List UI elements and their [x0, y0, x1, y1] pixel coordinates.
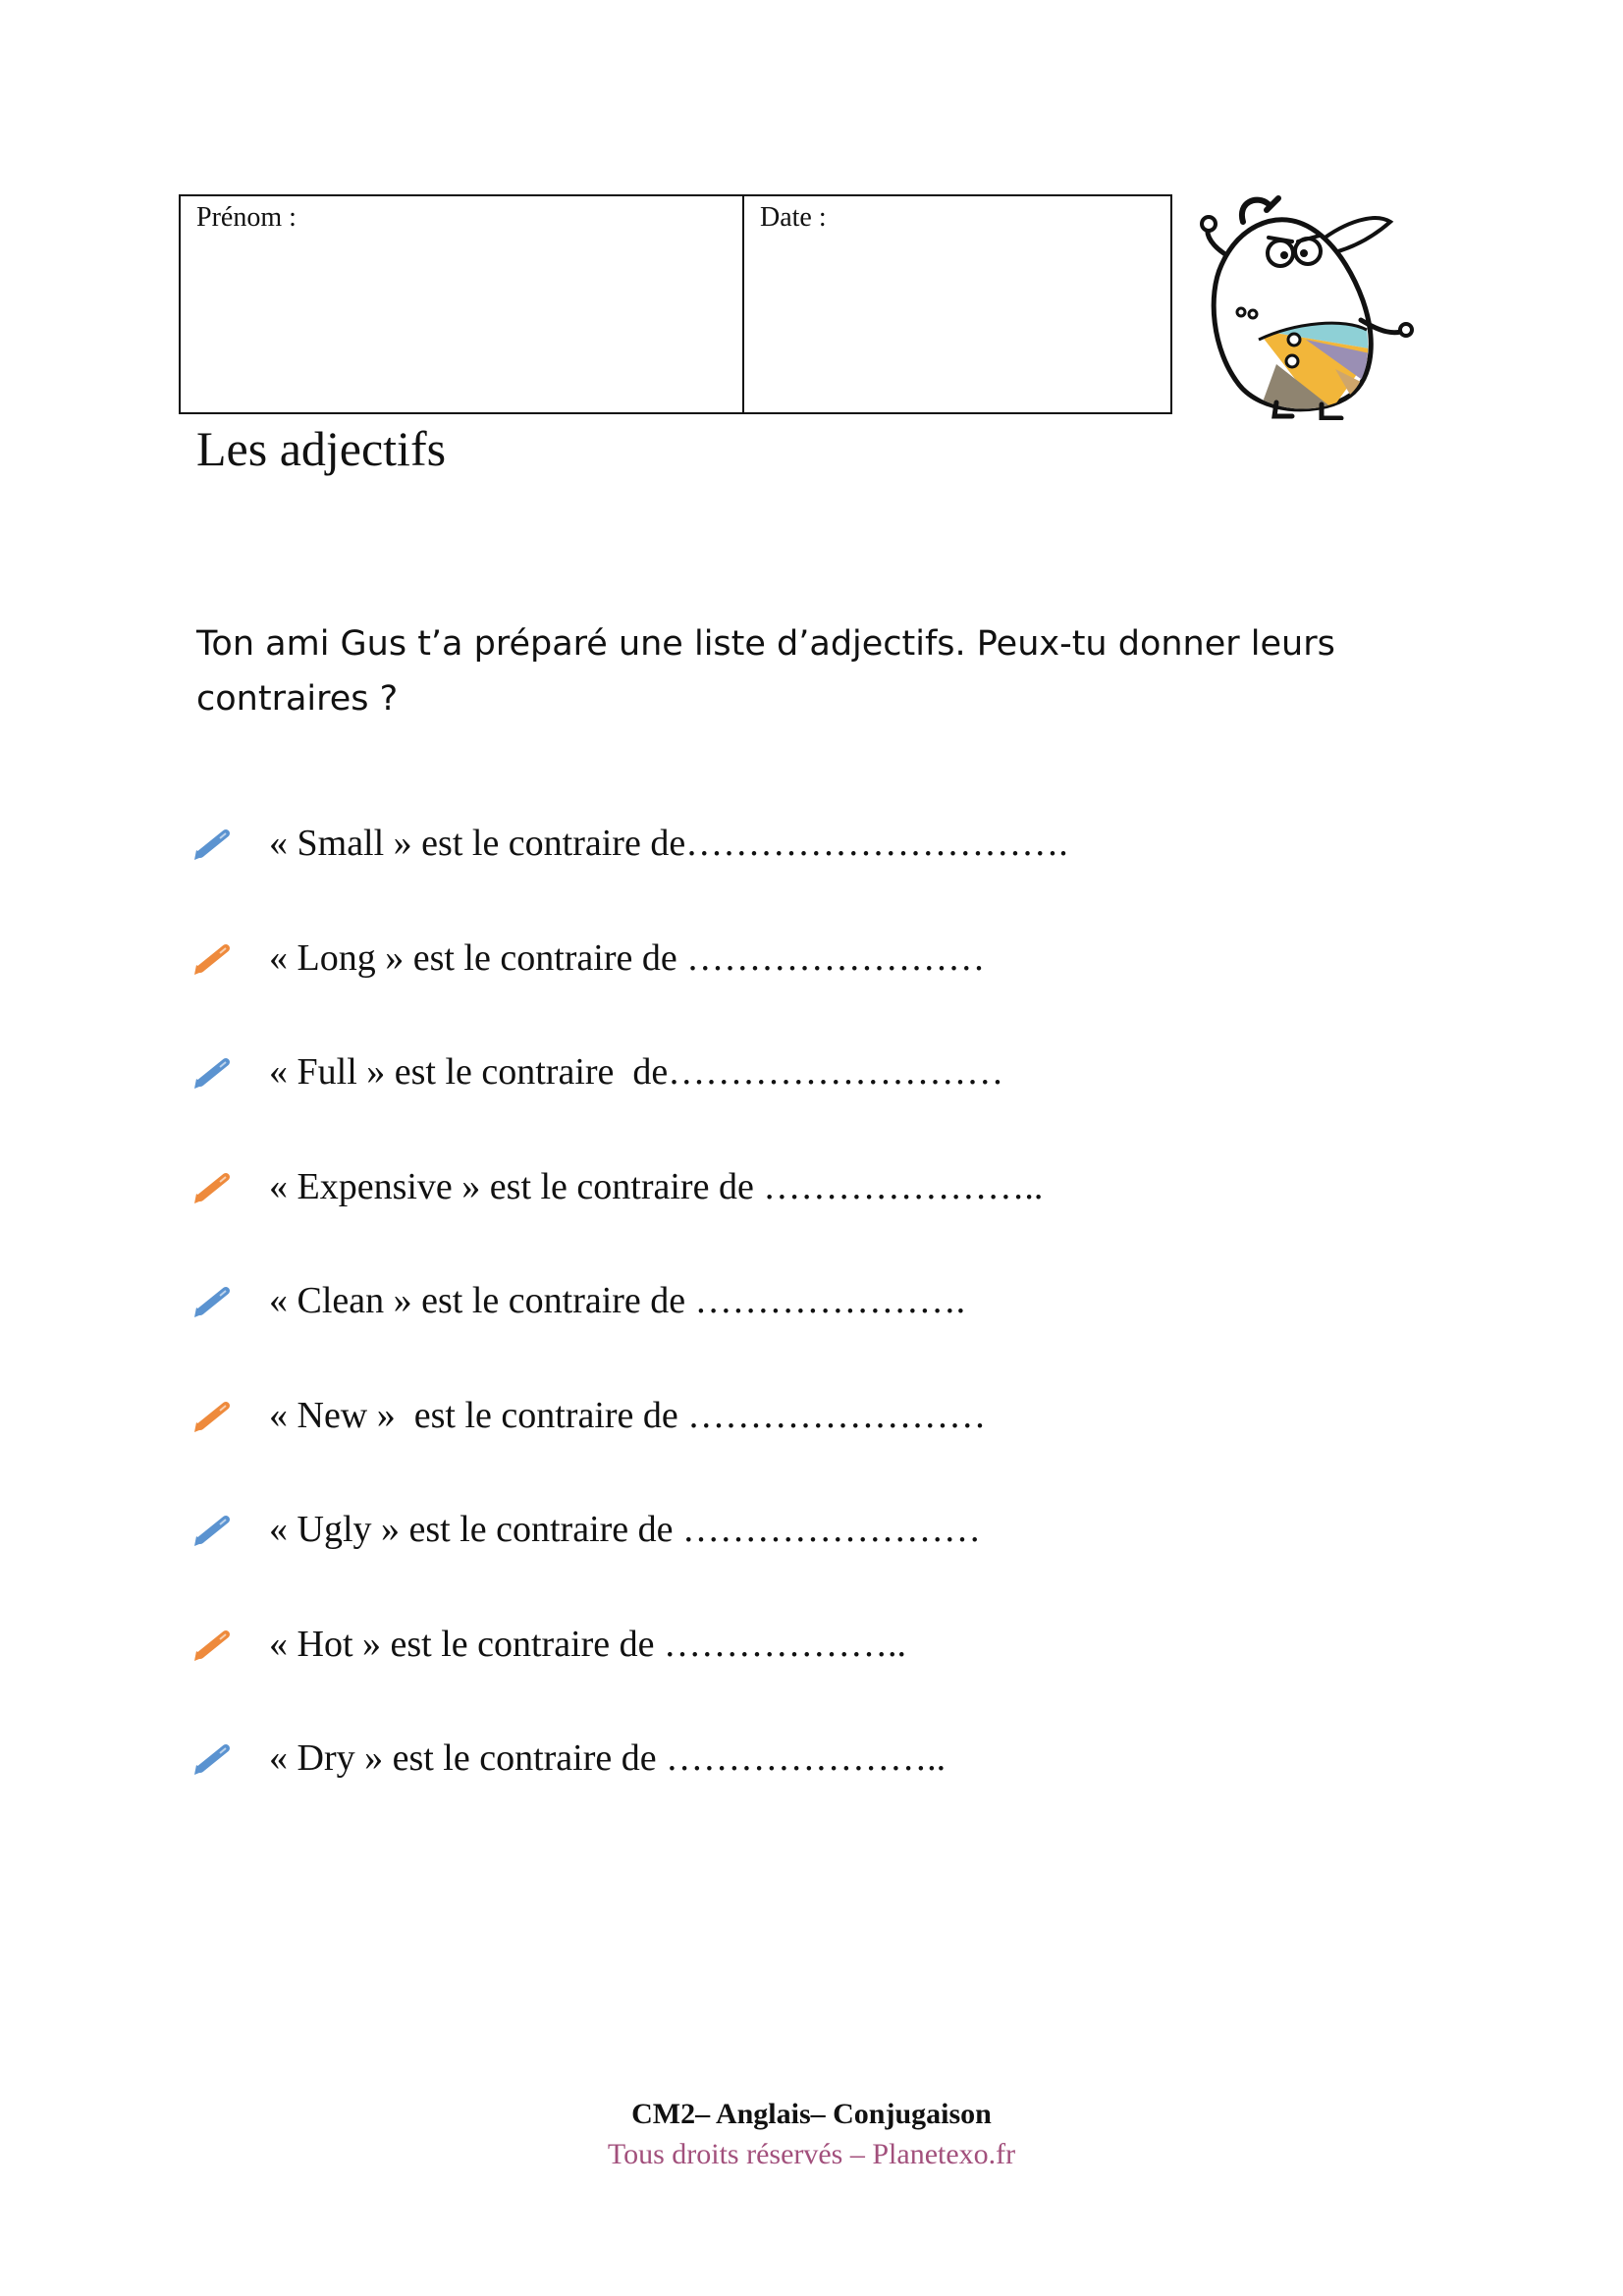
pencil-shape — [194, 1291, 226, 1317]
pencil-icon — [190, 1397, 234, 1434]
exercise-item[interactable] — [190, 1391, 1467, 1506]
exercise-item-text: « Long » est le contraire de …………………… — [269, 936, 986, 979]
exercise-item[interactable] — [190, 1505, 1467, 1620]
name-label: Prénom : — [196, 202, 297, 233]
exercise-item-text: « Ugly » est le contraire de …………………… — [269, 1509, 982, 1550]
pencil-icon — [190, 1511, 234, 1548]
pencil-icon — [190, 1626, 234, 1663]
instructions-text: Ton ami Gus t’a préparé une liste d’adjectifs. Peux-tu donner leurs contraires ? — [196, 624, 1335, 719]
date-label: Date : — [760, 202, 827, 233]
exercise-item[interactable] — [190, 819, 1467, 934]
pencil-icon — [190, 939, 234, 977]
page-title: Les adjectifs — [196, 421, 447, 476]
pencil-icon — [190, 1739, 234, 1777]
exercise-item-text: « Expensive » est le contraire de ………………….. — [269, 1165, 1044, 1207]
exercise-item[interactable] — [190, 1047, 1467, 1162]
exercise-item-text: « Dry » est le contraire de ………………….. — [269, 1737, 947, 1779]
exercise-item-text: « New » est le contraire de …………………… — [269, 1394, 987, 1436]
name-field[interactable] — [181, 196, 744, 412]
pencil-shape — [194, 1748, 226, 1775]
pencil-icon — [190, 825, 234, 862]
pencil-shape — [194, 1062, 226, 1089]
exercise-list — [190, 819, 1467, 1848]
exercise-item-text: « Small » est le contraire de…………………………. — [269, 823, 1068, 864]
exercise-item-text: « Clean » est le contraire de …………………. — [269, 1280, 966, 1321]
pencil-shape — [194, 1177, 226, 1203]
pencil-icon — [190, 1053, 234, 1091]
pencil-icon — [190, 1168, 234, 1205]
pencil-shape — [194, 833, 226, 860]
exercise-item[interactable] — [190, 934, 1467, 1048]
exercise-item[interactable] — [190, 1620, 1467, 1735]
exercise-item[interactable] — [190, 1162, 1467, 1277]
exercise-item-text: « Full » est le contraire de……………………… — [269, 1051, 1004, 1093]
exercise-item-text: « Hot » est le contraire de ……………….. — [269, 1623, 907, 1665]
pencil-shape — [194, 1406, 226, 1432]
pencil-icon — [190, 1282, 234, 1319]
date-field[interactable] — [744, 196, 1170, 412]
footer-course: CM2– Anglais– Conjugaison — [631, 2098, 992, 2130]
student-info-box — [179, 194, 1172, 414]
exercise-item[interactable] — [190, 1276, 1467, 1391]
sheep-mascot-icon — [1198, 192, 1414, 420]
pencil-shape — [194, 948, 226, 975]
pencil-shape — [194, 1634, 226, 1661]
exercise-item[interactable] — [190, 1734, 1467, 1848]
footer-rights: Tous droits réservés – Planetexo.fr — [607, 2138, 1016, 2170]
pencil-shape — [194, 1520, 226, 1546]
